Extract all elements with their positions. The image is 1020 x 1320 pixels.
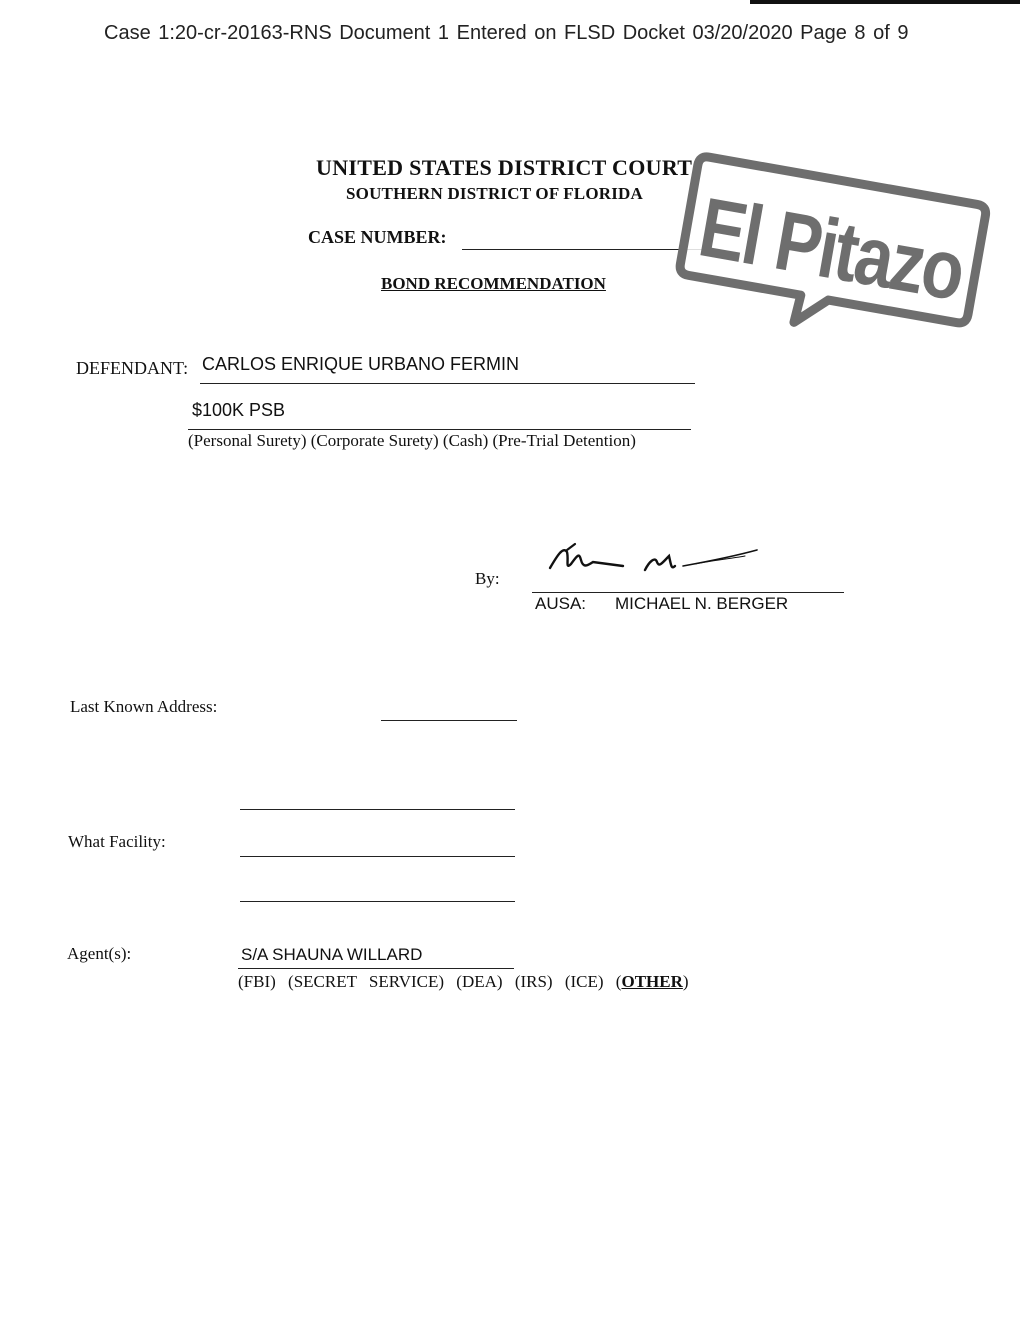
ausa-signature	[545, 538, 765, 583]
address-line	[381, 720, 517, 721]
agents-label: Agent(s):	[67, 944, 132, 963]
agent-name-line	[238, 968, 514, 969]
el-pitazo-watermark	[668, 150, 998, 350]
defendant-label: DEFENDANT:	[76, 358, 189, 378]
bond-type-options: (Personal Surety) (Corporate Surety) (Cash) (Pre-Trial Detention)	[188, 431, 636, 450]
docket-header: Case 1:20-cr-20163-RNS Document 1 Entered on FLSD Docket 03/20/2020 Page 8 of 9	[104, 22, 909, 44]
agency-selected-other: OTHER	[621, 972, 683, 991]
court-title: UNITED STATES DISTRICT COURT	[316, 155, 693, 180]
by-label: By:	[475, 569, 500, 588]
defendant-name: CARLOS ENRIQUE URBANO FERMIN	[202, 354, 520, 374]
facility-line-3	[240, 901, 515, 902]
agency-options	[238, 972, 689, 992]
top-rule	[750, 0, 1020, 4]
facility-line-2	[240, 856, 515, 857]
svg-text:El Pitazo: El Pitazo	[692, 180, 970, 319]
defendant-name-line	[200, 383, 695, 384]
last-known-address-label: Last Known Address:	[70, 697, 218, 716]
case-number-label: CASE NUMBER:	[308, 227, 447, 247]
agency-options-suffix: )	[682, 972, 689, 991]
agent-name: S/A SHAUNA WILLARD	[241, 945, 423, 964]
ausa-label: AUSA:	[535, 594, 587, 613]
facility-line-1	[240, 809, 515, 810]
ausa-name: MICHAEL N. BERGER	[615, 594, 789, 613]
agency-options-prefix: (FBI) (SECRET SERVICE) (DEA) (IRS) (ICE) (	[238, 972, 622, 991]
what-facility-label: What Facility:	[68, 832, 166, 851]
document-title: BOND RECOMMENDATION	[381, 274, 606, 293]
court-district: SOUTHERN DISTRICT OF FLORIDA	[346, 184, 644, 203]
bond-amount: $100K PSB	[192, 400, 286, 420]
